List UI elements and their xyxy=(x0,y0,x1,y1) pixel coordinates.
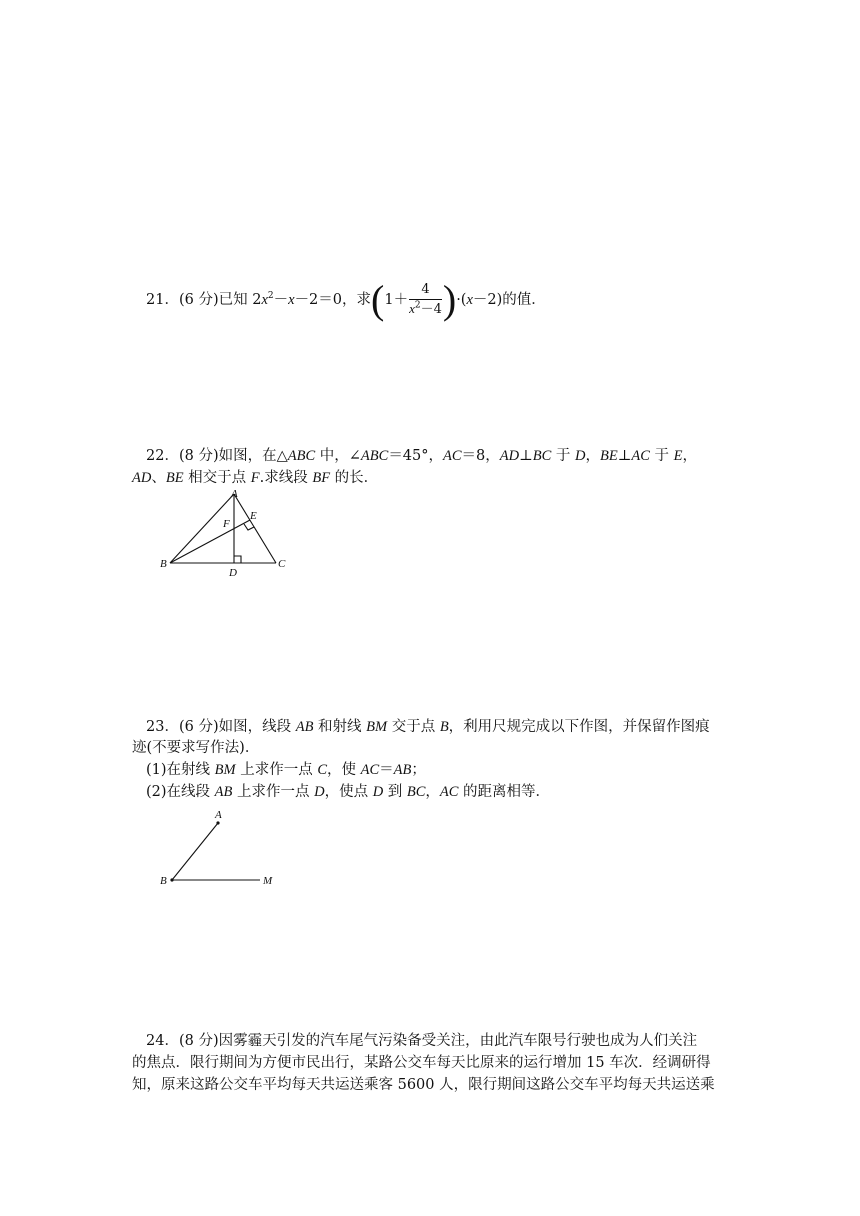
text-run: 中，∠ xyxy=(315,448,361,464)
text-run: ＝8， xyxy=(461,448,500,464)
q21-score: (6 分) xyxy=(178,292,219,308)
text-run: ， xyxy=(585,448,600,464)
text-run: D xyxy=(372,784,384,800)
text-run: 上求作一点 xyxy=(235,762,318,778)
q24-line1-text: 因雾霾天引发的汽车尾气污染备受关注，由此汽车限号行驶也成为人们关注 xyxy=(218,1033,698,1049)
text-run: (1)在射线 xyxy=(146,762,215,778)
text-run: B xyxy=(439,719,449,735)
text-run: ＝ xyxy=(379,762,394,778)
text-run: E xyxy=(673,448,683,464)
text-run: ⊥ xyxy=(617,448,632,464)
point-A xyxy=(216,821,219,824)
text-run: 上求作一点 xyxy=(232,784,315,800)
label-F: F xyxy=(223,518,230,530)
text-run: AB xyxy=(393,762,412,778)
text-run: ，利用尺规完成以下作图，并保留作图痕 xyxy=(448,719,710,735)
q24-line3-text: 知，原来这路公交车平均每天共运送乘客 5600 人，限行期间这路公交车平均每天共运送乘 xyxy=(132,1077,715,1093)
text-run: BF xyxy=(312,470,331,486)
text-run: AB xyxy=(214,784,233,800)
q21-text-d: －2)的值． xyxy=(472,292,546,308)
segment-AB xyxy=(172,823,218,880)
segment-AC xyxy=(234,494,276,563)
q23-figure xyxy=(150,808,290,888)
q21-right-paren: ) xyxy=(442,277,457,322)
q22-line2-text xyxy=(132,470,378,486)
q21-den-rest: －4 xyxy=(420,302,442,317)
text-run: 的距离相等． xyxy=(458,784,551,800)
q22-line1 xyxy=(146,446,697,466)
text-run: BE xyxy=(600,448,618,464)
q24-line1 xyxy=(146,1031,697,1051)
text-run: 于 xyxy=(649,448,674,464)
text-run: AB xyxy=(295,719,314,735)
text-run: 、 xyxy=(151,470,166,486)
q23-line2 xyxy=(132,738,259,758)
q22-line1-text xyxy=(219,448,697,464)
text-run: AD xyxy=(499,448,520,464)
q21-left-paren: ( xyxy=(371,277,385,322)
q22-line2 xyxy=(132,468,378,488)
q23-line1-text xyxy=(219,719,710,735)
q22-triangle-figure xyxy=(150,486,310,582)
q22-score: (8 分) xyxy=(178,448,219,464)
q21-numerator: 4 xyxy=(409,281,442,300)
text-run: AC xyxy=(631,448,650,464)
text-run: (2)在线段 xyxy=(146,784,215,800)
text-run: ， xyxy=(682,448,697,464)
text-run: BC xyxy=(532,448,552,464)
text-run: ABC xyxy=(360,448,389,464)
q24-line3 xyxy=(132,1075,715,1095)
label-A: A xyxy=(215,809,222,821)
label-D: D xyxy=(229,567,237,579)
text-run: .求线段 xyxy=(259,470,313,486)
q21-den-sup: 2 xyxy=(414,300,421,311)
label-M: M xyxy=(263,875,273,887)
text-run: AC xyxy=(360,762,380,778)
q21-line xyxy=(146,278,546,322)
q21-x3: x xyxy=(466,292,473,308)
text-run: 和射线 xyxy=(313,719,367,735)
text-run: AC xyxy=(439,784,459,800)
q23-part1-text xyxy=(146,762,426,778)
q21-number: 21． xyxy=(146,292,179,308)
q21-one-plus: 1＋ xyxy=(384,292,409,308)
text-run: ； xyxy=(411,762,426,778)
q23-line1 xyxy=(146,717,710,737)
text-run: C xyxy=(317,762,327,778)
q21-expression xyxy=(371,278,456,322)
text-run: ， xyxy=(425,784,440,800)
text-run: BM xyxy=(366,719,388,735)
label-A: A xyxy=(231,488,238,500)
q23-part2-text xyxy=(146,784,550,800)
label-C: C xyxy=(278,558,286,570)
q24-number: 24． xyxy=(146,1033,179,1049)
q23-score: (6 分) xyxy=(178,719,219,735)
q21-x2: x xyxy=(288,292,295,308)
point-B xyxy=(170,878,173,881)
q21-sup: 2 xyxy=(267,291,274,302)
q21-text-a: 已知 2 xyxy=(218,292,262,308)
label-B: B xyxy=(160,558,167,570)
text-run: F xyxy=(250,470,260,486)
q21-text-b: － xyxy=(273,292,289,308)
text-run: 到 xyxy=(383,784,407,800)
text-run: 的长． xyxy=(330,470,379,486)
text-run: BC xyxy=(406,784,426,800)
text-run: ＝45°， xyxy=(388,448,444,464)
label-B: B xyxy=(160,875,167,887)
text-run: AC xyxy=(443,448,462,464)
q23-line2-text: 迹(不要求写作法)． xyxy=(132,740,260,756)
q21-x1: x xyxy=(261,292,268,308)
q21-dot: ·( xyxy=(456,292,467,308)
q21-den-x: x xyxy=(409,301,415,316)
text-run: D xyxy=(575,448,586,464)
text-run: ABC xyxy=(287,448,316,464)
q24-line2 xyxy=(132,1053,711,1073)
q23-number: 23． xyxy=(146,719,179,735)
text-run: ，使 xyxy=(326,762,361,778)
text-run: ⊥ xyxy=(519,448,533,464)
q24-line2-text: 的焦点．限行期间为方便市民出行，某路公交车每天比原来的运行增加 15 车次．经调研得 xyxy=(132,1055,711,1071)
text-run: 如图，在△ xyxy=(218,448,288,464)
q22-number: 22． xyxy=(146,448,179,464)
text-run: 如图，线段 xyxy=(218,719,296,735)
label-E: E xyxy=(250,510,257,522)
q23-part2 xyxy=(146,782,550,802)
text-run: 交于点 xyxy=(387,719,440,735)
q24-score: (8 分) xyxy=(178,1033,219,1049)
text-run: BM xyxy=(214,762,236,778)
right-angle-mark-D xyxy=(234,556,241,563)
q23-part1 xyxy=(146,760,426,780)
q21-fraction xyxy=(409,281,442,319)
text-run: BE xyxy=(165,470,184,486)
text-run: ，使点 xyxy=(324,784,373,800)
text-run: D xyxy=(314,784,325,800)
text-run: 于 xyxy=(551,448,576,464)
q21-denominator xyxy=(409,300,442,319)
text-run: 相交于点 xyxy=(183,470,251,486)
q21-text-c: －2＝0，求 xyxy=(294,292,372,308)
text-run: AD xyxy=(132,470,152,486)
